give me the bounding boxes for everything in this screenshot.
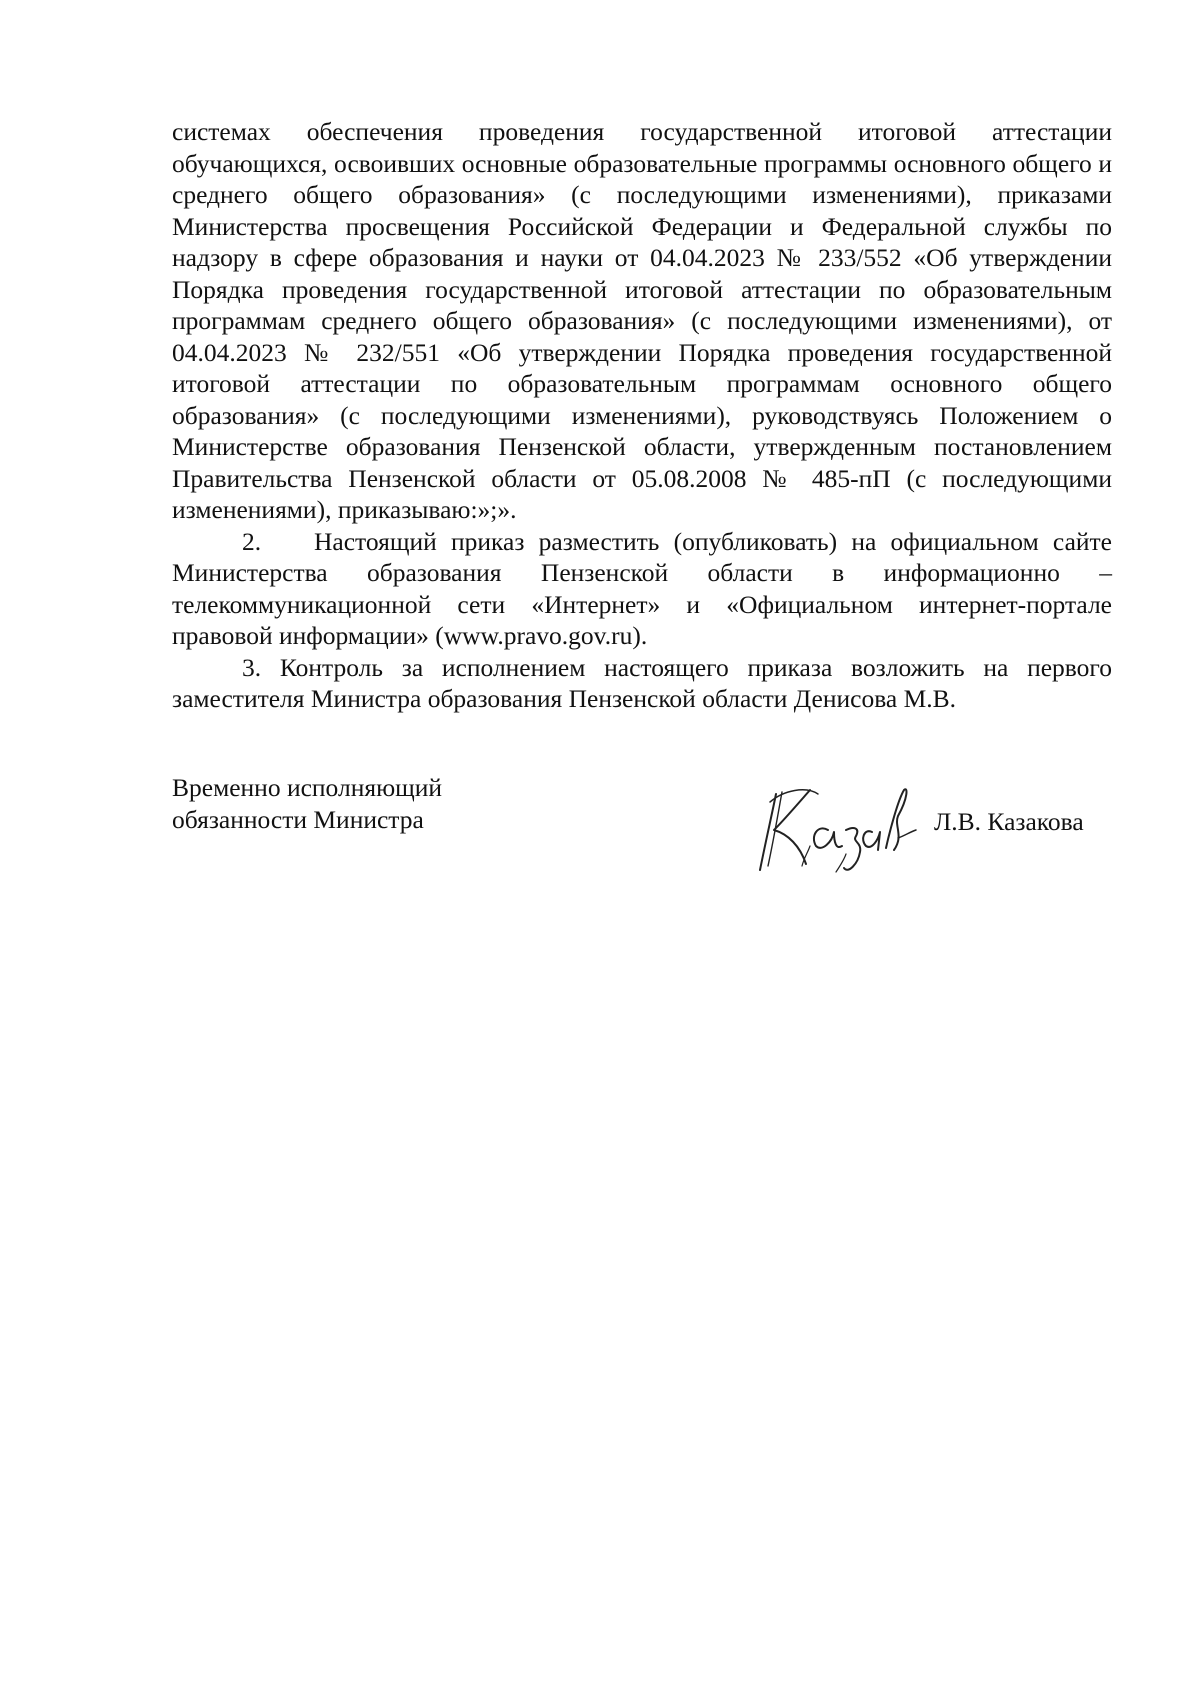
paragraph-legal-basis: системах обеспечения проведения государственной итоговой аттестации обучающихся, освоивших основные образовательные программы основного общего и среднего общего образования» (с последующими изменениями), приказами Министерства просвещения Российской Федерации и Федеральной службы по надзору в сфере образования и науки от 04.04.2023 № 233/552 «Об утверждении Порядка проведения государственной итоговой аттестации по образовательным программам среднего общего образования» (с последующими изменениями), от 04.04.2023 № 232/551 «Об утверждении Порядка проведения государственной итоговой аттестации по образовательным программам основного общего образования» (с последующими изменениями), руководствуясь Положением о Министерстве образования Пензенской области, утвержденным постановлением Правительства Пензенской области от 05.08.2008 № 485-пП (с последующими изменениями), приказываю:»;». — [172, 117, 1112, 524]
signatory-position-line-2: обязанности Министра — [172, 804, 424, 834]
signatory-position-line-1: Временно исполняющий — [172, 773, 443, 802]
item-text: Настоящий приказ разместить (опубликовать) на официальном сайте Министерства образования Пензенской области в информационно – телекоммуникационной сети «Интернет» и «Официальном интернет-портале правовой информации» (www.pravo.gov.ru). — [172, 526, 1112, 650]
signatory-position — [172, 772, 572, 835]
signatory-name: Л.В. Казакова — [934, 807, 1084, 836]
signature-block — [172, 772, 1112, 882]
item-number: 2. — [242, 526, 262, 556]
paragraph-item-3: 3. Контроль за исполнением настоящего приказа возложить на первого заместителя Министра образования Пензенской области Денисова М.В. — [172, 652, 1112, 713]
paragraph-item-2 — [172, 526, 1112, 652]
handwritten-signature — [748, 780, 918, 880]
document-body — [172, 116, 1112, 715]
